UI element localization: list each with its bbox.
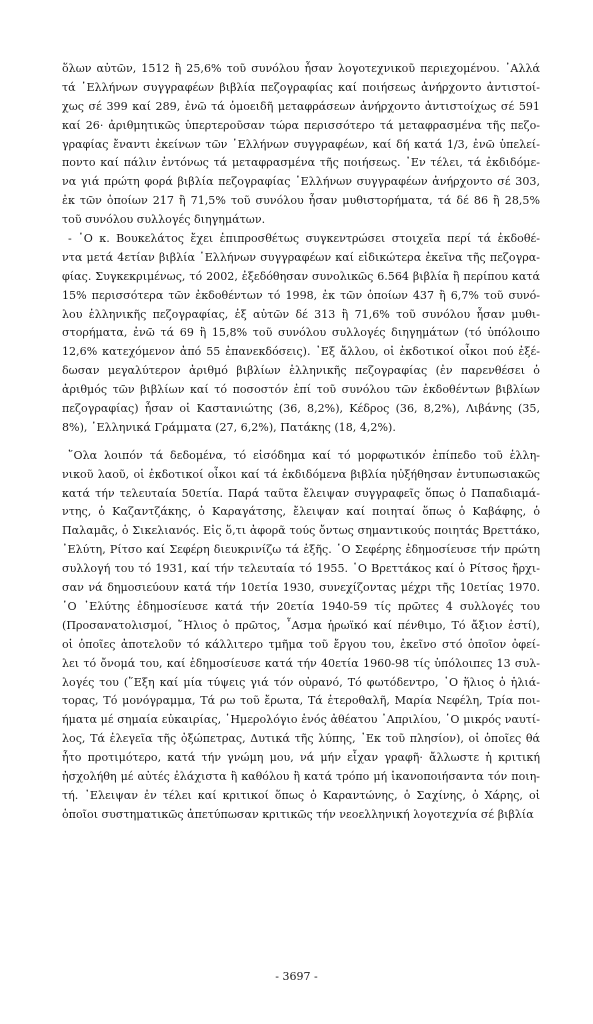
text-line: συλλογή του τό 1931, καί τήν τελευταία τό 1955. ῾Ο Βρεττάκος καί ὁ Ρίτσος ἤρχι- xyxy=(62,562,540,576)
text-line: καί 26· ἀριθμητικῶς ὑπερτεροῦσαν τώρα περισσότερο τά μεταφρασμένα τῆς πεζο- xyxy=(62,118,540,132)
text-line: ῾Ο ᾿Ελύτης ἐδημοσίευσε κατά τήν 20ετία 1940-59 τίς πρῶτες 4 συλλογές του xyxy=(62,599,540,613)
text-line: χως σέ 399 καί 289, ἐνῶ τά ὁμοειδῆ μεταφράσεων ἀνήρχοντο ἀντιστοίχως σέ 591 xyxy=(62,99,540,113)
text-line: λει τό ὄνομά του, καί ἐδημοσίευσε κατά τήν 40ετία 1960-98 τίς ὑπόλοιπες 13 συλ- xyxy=(62,656,540,670)
text-line: σαν νά δημοσιεύουν κατά τήν 10ετία 1930, συνεχίζοντας μέχρι τῆς 10ετίας 1970. xyxy=(62,581,540,595)
text-line: ὁποῖοι συστηματικῶς ἀπετύπωσαν κριτικῶς τήν νεοελληνική λογοτεχνία σέ βιβλία xyxy=(62,807,534,821)
text-line: να γιά πρώτη φορά βιβλία πεζογραφίας ῾Ελλήνων συγγραφέων ἀνήρχοντο σέ 303, xyxy=(62,175,540,189)
text-line: τή. ᾿Ελειψαν ἐν τέλει καί κριτικοί ὅπως ὁ Καραντώνης, ὁ Σαχίνης, ὁ Χάρης, οἱ xyxy=(62,788,540,802)
text-line: ποντο καί πάλιν ἐντόνως τά μεταφρασμένα τῆς ποιήσεως. ᾿Εν τέλει, τά ἐκδιδόμε- xyxy=(62,156,540,170)
text-line: τοῦ συνόλου συλλογές διηγημάτων. xyxy=(62,213,266,227)
text-line: (Προσανατολισμοί, ῞Ηλιος ὁ πρῶτος, ῏Ασμα ἡρωϊκό καί πένθιμο, Τό ἄξιον ἐστί), xyxy=(62,618,540,632)
text-line: ντης, ὁ Καζαντζάκης, ὁ Καραγάτσης, ἔλειψαν καί ποιηταί ὅπως ὁ Καβάφης, ὁ xyxy=(62,505,540,519)
text-line: δωσαν μεγαλύτερον ἀριθμό βιβλίων ἑλληνικῆς πεζογραφίας (ἐν παρενθέσει ὁ xyxy=(62,364,540,378)
text-line: 15% περισσότερα τῶν ἐκδοθέντων τό 1998, ἐκ τῶν ὁποίων 437 ἢ 6,7% τοῦ συνό- xyxy=(62,288,540,302)
text-line: Παλαμᾶς, ὁ Σικελιανός. Εἰς ὅ,τι ἀφορᾶ τούς ὄντως σημαντικούς ποιητάς Βρεττάκο, xyxy=(62,524,540,538)
text-line: 12,6% κατεχόμενον ἀπό 55 ἐπανεκδόσεις). ᾿Εξ ἄλλου, οἱ ἐκδοτικοί οἶκοι πού ἐξέ- xyxy=(62,345,540,359)
paragraph-3 xyxy=(62,447,540,825)
text-line: οἱ ὁποῖες ἀποτελοῦν τό κάλλιτερο τμῆμα τοῦ ἔργου του, ἐκεῖνο στό ὁποῖον ὀφεί- xyxy=(62,637,540,651)
text-line: ήματα μέ σημαία εὐκαιρίας, ῾Ημερολόγιο ἑνός ἀθέατου ᾿Απριλίου, ῾Ο μικρός ναυτί- xyxy=(62,713,540,727)
text-line: στορήματα, ἐνῶ τά 69 ἢ 15,8% τοῦ συνόλου συλλογές διηγημάτων (τό ὑπόλοιπο xyxy=(62,326,540,340)
page-number: - 3697 - xyxy=(275,970,318,983)
text-line: 8%), ῾Ελληνικά Γράμματα (27, 6,2%), Πατάκης (18, 4,2%). xyxy=(62,420,396,434)
text-line: ντα μετά 4ετίαν βιβλία ῾Ελλήνων συγγραφέων καί εἰδικώτερα ἐκεῖνα τῆς πεζογρα- xyxy=(62,250,540,264)
text-line: λος, Τά ἐλεγεῖα τῆς ὀξώπετρας, Δυτικά τῆς λύπης, ᾿Εκ τοῦ πλησίον), οἱ ὁποῖες θά xyxy=(62,732,540,746)
text-line: ἀριθμός τῶν βιβλίων καί τό ποσοστόν ἐπί τοῦ συνόλου τῶν ἐκδοθέντων βιβλίων xyxy=(62,383,540,397)
text-line: τορας, Τό μονόγραμμα, Τά ρω τοῦ ἔρωτα, Τά ἐτεροθαλῆ, Μαρία Νεφέλη, Τρία ποι- xyxy=(62,694,540,708)
paragraph-2 xyxy=(62,230,540,438)
text-line: φίας. Συγκεκριμένως, τό 2002, ἐξεδόθησαν συνολικῶς 6.564 βιβλία ἢ περίπου κατά xyxy=(62,269,540,283)
text-line: ἦτο προτιμότερο, κατά τήν γνώμη μου, νά μήν εἶχαν γραφῆ· ἄλλωστε ἡ κριτική xyxy=(62,751,540,765)
text-line: - ῾Ο κ. Βουκελάτος ἔχει ἐπιπροσθέτως συγκεντρώσει στοιχεῖα περί τά ἐκδοθέ- xyxy=(68,232,540,246)
text-line: νικοῦ λαοῦ, οἱ ἐκδοτικοί οἶκοι καί τά ἐκδιδόμενα βιβλία ηὐξήθησαν ἐντυπωσιακῶς xyxy=(62,467,540,481)
text-line: ἐκ τῶν ὁποίων 217 ἢ 71,5% τοῦ συνόλου ἦσαν μυθιστορήματα, τά δέ 86 ἢ 28,5% xyxy=(62,194,540,208)
text-line: γραφίας ἔναντι ἐκείνων τῶν ῾Ελλήνων συγγραφέων, καί δή κατά 1/3, ἐνῶ ὑπελεί- xyxy=(62,137,540,151)
text-line: λου ἑλληνικῆς πεζογραφίας, ἐξ αὐτῶν δέ 313 ἢ 71,6% τοῦ συνόλου ἦσαν μυθι- xyxy=(62,307,540,321)
paragraph-1 xyxy=(62,60,540,230)
text-line: τά ῾Ελλήνων συγγραφέων βιβλία πεζογραφίας καί ποιήσεως ἀνήρχοντο ἀντιστοί- xyxy=(62,80,540,94)
text-line: πεζογραφίας) ἦσαν οἱ Καστανιώτης (36, 8,2%), Κέδρος (36, 8,2%), Λιβάνης (35, xyxy=(62,402,540,416)
page-body xyxy=(62,60,540,825)
text-line: κατά τήν τελευταία 50ετία. Παρά ταῦτα ἔλειψαν συγγραφεῖς ὅπως ὁ Παπαδιαμά- xyxy=(62,486,540,500)
text-line: λογές του (῞Εξη καί μία τύψεις γιά τόν οὐρανό, Τό φωτόδεντρο, ῾Ο ἥλιος ὁ ἡλιά- xyxy=(62,675,540,689)
text-line: ὅλων αὐτῶν, 1512 ἢ 25,6% τοῦ συνόλου ἦσαν λογοτεχνικοῦ περιεχομένου. ᾿Αλλά xyxy=(62,62,540,75)
text-line: ἠσχολήθη μέ αὐτές ἐλάχιστα ἢ καθόλου ἢ κατά τρόπο μή ἱκανοποιήσαντα τόν ποιη- xyxy=(62,769,540,783)
text-line: ῞Ολα λοιπόν τά δεδομένα, τό εἰσόδημα καί τό μορφωτικόν ἐπίπεδο τοῦ ἑλλη- xyxy=(68,448,540,462)
text-line: ᾿Ελύτη, Ρίτσο καί Σεφέρη διευκρινίζω τά ἑξῆς. ῾Ο Σεφέρης ἐδημοσίευσε τήν πρώτη xyxy=(62,543,540,557)
